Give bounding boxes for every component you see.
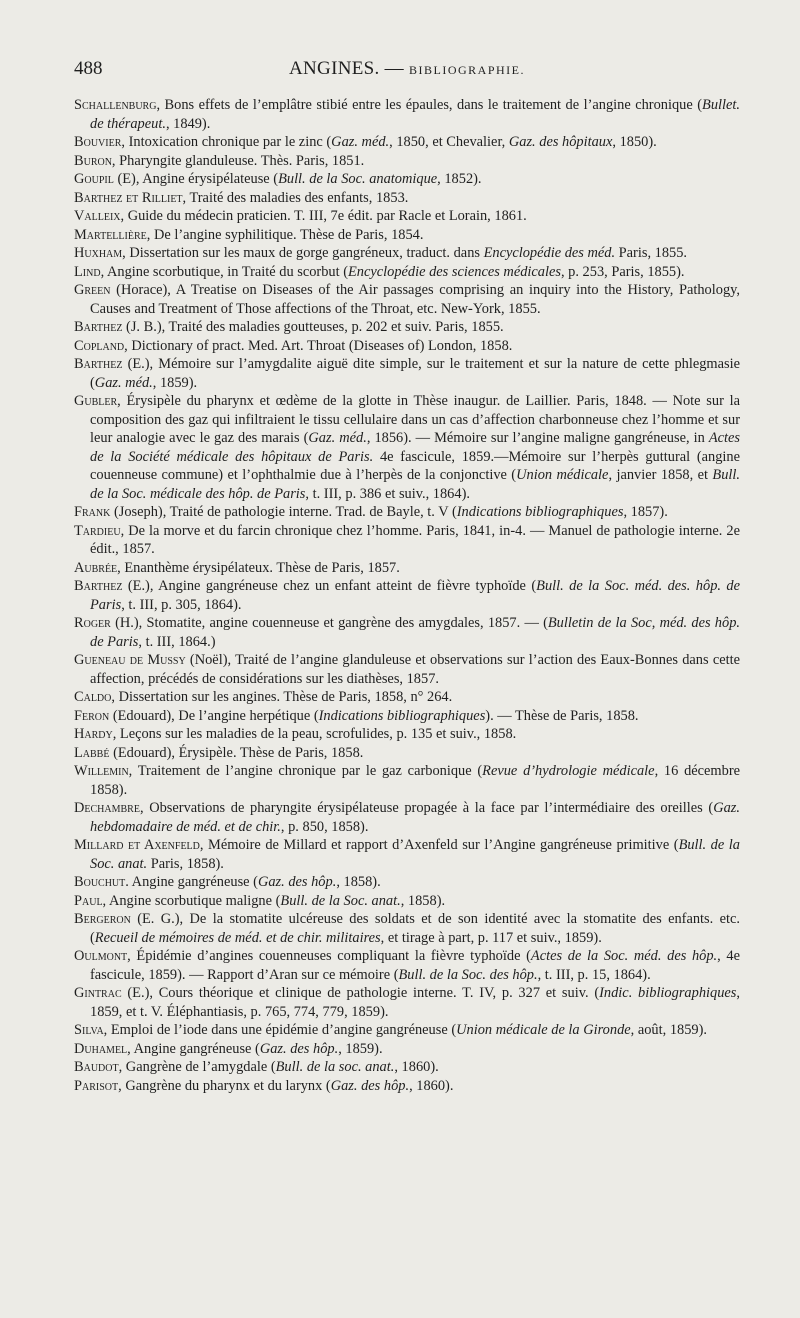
entry-text: (Edouard), Érysipèle. Thèse de Paris, 1858. [109,744,364,761]
entry-text: , août, 1859). [630,1022,707,1038]
entry-author: Buron, [74,152,116,169]
entry-text: Pharyngite glanduleuse. Thès. Paris, 1851. [115,152,365,169]
entry-author: Barthez [74,319,123,335]
entry-source-title: Gaz. des hôp. [259,1040,339,1057]
entry-author: Lind, [74,263,105,280]
bibliography-entry [74,1058,740,1077]
entry-author: Bouvier, [74,134,125,150]
bibliography-entry [74,984,740,1021]
entry-source-title: Bull. de la soc. anat. [275,1059,395,1075]
entry-text: Épidémie d’angines couenneuses compliquant la fièvre typhoïde ( [130,948,531,964]
entry-text: Dictionary of pract. Med. Art. Throat (Diseases of) London, 1858. [127,337,513,354]
bibliography-entry [74,1077,740,1096]
entry-text: Paris, 1855. [615,245,688,261]
entry-author: Baudot, [74,1059,123,1075]
entry-text: (Noël), Traité de l’angine glanduleuse et observations sur l’action des Eaux-Bonnes dans cette affection, précédés de considérations sur les diathèses, 1857. [90,652,740,687]
bibliography-entry [74,503,740,522]
entry-source-title: Gaz. des hôp. [257,874,337,890]
entry-text: (E), Angine érysipélateuse ( [113,171,279,187]
entry-text: Observations de pharyngite érysipélateuse propagée à la face par l’intermédiaire des oreilles ( [143,800,714,816]
entry-text: , 1849). [165,115,211,132]
entry-author: Gueneau de Mussy [74,652,186,668]
entry-text: Emploi de l’iode dans une épidémie d’angine gangréneuse ( [107,1022,457,1038]
entry-source-title: Gaz. méd. [308,430,367,446]
bibliography-entry [74,910,740,947]
entry-text: (Edouard), De l’angine herpétique ( [109,707,319,724]
page-number: 488 [74,58,103,79]
entry-text: , 1856). — Mémoire sur l’angine maligne gangréneuse, in [366,430,709,446]
entry-text: Angine gangréneuse ( [128,874,258,890]
entry-source-title: Bull. de la Soc. anat. [280,892,401,909]
entry-source-title: Bull. de la Soc. des hôp. [398,966,538,983]
entry-source-title: Gaz. des hôp. [330,1077,410,1094]
entry-text: Mémoire de Millard et rapport d’Axenfeld sur l’Angine gangréneuse primitive ( [203,837,679,853]
entry-text: Leçons sur les maladies de la peau, scrofulides, p. 135 et suiv., 1858. [116,726,517,742]
entry-source-title: Union médicale de la Gironde [456,1022,631,1038]
bibliography-entry [74,392,740,503]
entry-text: , 1859). [152,374,198,391]
entry-source-title: Bull. de la Soc. anatomique [278,171,438,187]
entry-author: Willemin, [74,763,133,779]
running-head-subtitle: BIBLIOGRAPHIE. [408,63,525,77]
entry-author: Bouchut. [74,874,129,890]
entry-text: , 1852). [437,171,482,187]
bibliography-entry [74,892,740,911]
entry-source-title: Bull. de la Soc. méd. des. hôp. de Paris [90,578,740,613]
entry-text: (Horace), A Treatise on Diseases of the Air passages comprising an inquiry into the History, Pathology, Causes and Treatment of Those affections of the Throat, etc. New-York, 1855. [90,282,740,317]
entry-text: Gangrène de l’amygdale ( [122,1059,276,1075]
entry-text: Gangrène du pharynx et du larynx ( [121,1077,331,1094]
bibliography-entry [74,281,740,318]
entry-author: Tardieu, [74,522,125,539]
entry-author: Goupil [74,171,114,187]
bibliography-entry [74,799,740,836]
entry-text: Angine gangréneuse ( [130,1040,260,1057]
entry-source-title: Revue d’hydrologie médicale [482,763,655,779]
entry-text: De l’angine syphilitique. Thèse de Paris, 1854. [150,226,424,243]
entry-text: (Joseph), Traité de pathologie interne. Trad. de Bayle, t. V ( [110,504,457,520]
entry-text: Angine scorbutique, in Traité du scorbut ( [104,263,348,280]
bibliography-entry [74,170,740,189]
bibliography-entry [74,318,740,337]
entry-source-title: Recueil de mémoires de méd. et de chir. militaires [94,929,381,946]
entry-author: Barthez [74,578,123,594]
entry-source-title: Encyclopédie des sciences médicales [348,263,561,280]
entry-text: Paris, 1858). [147,855,224,872]
bibliography-entry [74,614,740,651]
entry-author: Bergeron [74,911,131,927]
bibliography-entry [74,337,740,356]
entry-text: , 1859, et t. V. Éléphantiasis, p. 765, 774, 779, 1859). [90,985,740,1020]
bibliography-entry [74,226,740,245]
bibliography-entry [74,522,740,559]
entry-text: Dissertation sur les angines. Thèse de Paris, 1858, n° 264. [114,689,453,705]
entry-author: Gubler, [74,393,121,409]
entry-author: Huxham, [74,245,126,261]
entry-author: Feron [74,707,110,724]
entry-text: Dissertation sur les maux de gorge gangréneux, traduct. dans [125,245,484,261]
entry-text: , 1860). [409,1077,454,1094]
entry-text: , p. 850, 1858). [280,818,369,835]
entry-source-title: Actes de la Société médicale des hôpitaux de Paris. [90,430,740,465]
entry-text: , janvier 1858, et [608,467,713,483]
bibliography-entry [74,836,740,873]
bibliography-entry [74,207,740,226]
entry-author: Aubrée, [74,559,121,576]
bibliography-entry [74,1021,740,1040]
bibliography-entry [74,707,740,726]
entry-source-title: Bull. de la Soc. anat. [90,837,740,872]
bibliography-entry [74,152,740,171]
entry-text: , 1850, et Chevalier, [389,134,509,150]
entry-text: , 1858). [400,892,446,909]
running-head-title: ANGINES. [289,58,380,79]
entry-source-title: Gaz. des hôpitaux [508,134,613,150]
entry-author: Green [74,282,111,298]
entry-source-title: Bull. de la Soc. médicale des hôp. de Paris [90,467,741,502]
running-head-dash: — [384,58,404,79]
entry-text: Traitement de l’angine chronique par le gaz carbonique ( [132,763,483,779]
entry-text: Bons effets de l’emplâtre stibié entre les épaules, dans le traitement de l’angine chronique ( [160,97,703,113]
bibliography-entry [74,688,740,707]
entry-author: Roger [74,615,111,631]
entry-text: Intoxication chronique par le zinc ( [124,134,332,150]
entry-author: Valleix, [74,208,125,224]
entry-author: Oulmont, [74,948,131,964]
entry-text: (E. G.), De la stomatite ulcéreuse des soldats et de son identité avec la stomatite des enfants. etc. ( [90,911,740,946]
bibliography-list [74,96,740,1095]
bibliography-entry [74,873,740,892]
entry-author: Labbé [74,744,110,761]
entry-text: (J. B.), Traité des maladies goutteuses, p. 202 et suiv. Paris, 1855. [122,319,504,335]
entry-author: Frank [74,504,111,520]
running-head [74,58,740,80]
entry-author: Silva, [74,1022,108,1038]
entry-author: Martellière, [74,226,151,243]
entry-text: , t. III, p. 386 et suiv., 1864). [305,485,470,502]
entry-text: , 1859). [338,1040,383,1057]
entry-text: (E.), Angine gangréneuse chez un enfant atteint de fièvre typhoïde ( [122,578,537,594]
entry-text: , 16 décembre 1858). [90,763,741,798]
entry-source-title: Gaz. méd. [331,134,390,150]
entry-text: , t. III, p. 305, 1864). [121,596,242,613]
entry-text: , 1850). [612,134,657,150]
entry-author: Barthez et Rilliet, [74,189,187,206]
entry-text: Érysipèle du pharynx et œdème de la glotte in Thèse inaugur. de Laillier. Paris, 1848. — Note sur la composition des gaz qui infiltraient le tissu cellulaire dans un cas d’affection charbonneuse chez l’homme et sur leur analogie avec le gaz des marais ( [90,393,740,446]
bibliography-entry [74,947,740,984]
bibliography-entry [74,263,740,282]
bibliography-entry [74,762,740,799]
entry-text: (E.), Cours théorique et clinique de pathologie interne. T. IV, p. 327 et suiv. ( [121,985,600,1001]
entry-author: Millard et Axenfeld, [74,837,204,853]
entry-source-title: Encyclopédie des méd. [483,245,616,261]
entry-text: Traité des maladies des enfants, 1853. [186,189,409,206]
bibliography-entry [74,96,740,133]
entry-source-title: Bulletin de la Soc, méd. des hôp. de Paris [90,615,740,650]
bibliography-entry [74,244,740,263]
bibliography-entry [74,189,740,208]
entry-text: 4e fascicule, 1859.—Mémoire sur l’herpès guttural (angine couenneuse commune) et l’ophthalmie due à l’herpès de la conjonctive ( [90,448,740,483]
entry-author: Gintrac [74,985,122,1001]
bibliography-entry [74,744,740,763]
entry-author: Schallenburg, [74,97,161,113]
bibliography-entry [74,1040,740,1059]
entry-author: Hardy, [74,726,117,742]
entry-source-title: Bullet. de thérapeut. [90,97,740,132]
bibliography-entry [74,651,740,688]
entry-author: Copland, [74,337,128,354]
entry-text: De la morve et du farcin chronique chez l’homme. Paris, 1841, in-4. — Manuel de pathologie interne. 2e édit., 1857. [90,522,740,557]
entry-text: , t. III, 1864.) [138,633,216,650]
bibliography-entry [74,355,740,392]
entry-source-title: Indic. bibliographiques [599,985,737,1001]
entry-source-title: Union médicale [516,467,609,483]
entry-text: , et tirage à part, p. 117 et suiv., 1859). [380,929,602,946]
entry-source-title: Indications bibliographiques [318,707,486,724]
entry-source-title: Gaz. méd. [94,374,153,391]
entry-text: ). — Thèse de Paris, 1858. [485,707,639,724]
entry-source-title: Actes de la Soc. méd. des hôp. [530,948,718,964]
entry-text: , 1860). [394,1059,439,1075]
entry-text: , 4e fascicule, 1859). — Rapport d’Aran sur ce mémoire ( [90,948,740,983]
entry-source-title: Gaz. hebdomadaire de méd. et de chir. [90,800,740,835]
entry-author: Paul, [74,892,107,909]
page-header [74,58,740,92]
entry-source-title: Indications bibliographiques [456,504,624,520]
entry-text: (E.), Mémoire sur l’amygdalite aiguë dite simple, sur le traitement et sur la nature de cette phlegmasie ( [90,356,740,391]
bibliography-entry [74,725,740,744]
entry-author: Dechambre, [74,800,144,816]
bibliography-entry [74,577,740,614]
entry-text: Guide du médecin praticien. T. III, 7e édit. par Racle et Lorain, 1861. [124,208,527,224]
entry-text: Enanthème érysipélateux. Thèse de Paris, 1857. [120,559,400,576]
entry-author: Duhamel, [74,1040,131,1057]
bibliography-entry [74,133,740,152]
entry-author: Caldo, [74,689,115,705]
entry-text: , t. III, p. 15, 1864). [537,966,651,983]
entry-author: Barthez [74,356,123,372]
entry-text: Angine scorbutique maligne ( [106,892,281,909]
entry-text: , 1857). [623,504,668,520]
entry-text: , 1858). [336,874,381,890]
entry-text: (H.), Stomatite, angine couenneuse et gangrène des amygdales, 1857. — ( [110,615,548,631]
entry-text: , p. 253, Paris, 1855). [560,263,685,280]
entry-author: Parisot, [74,1077,122,1094]
bibliography-entry [74,559,740,578]
